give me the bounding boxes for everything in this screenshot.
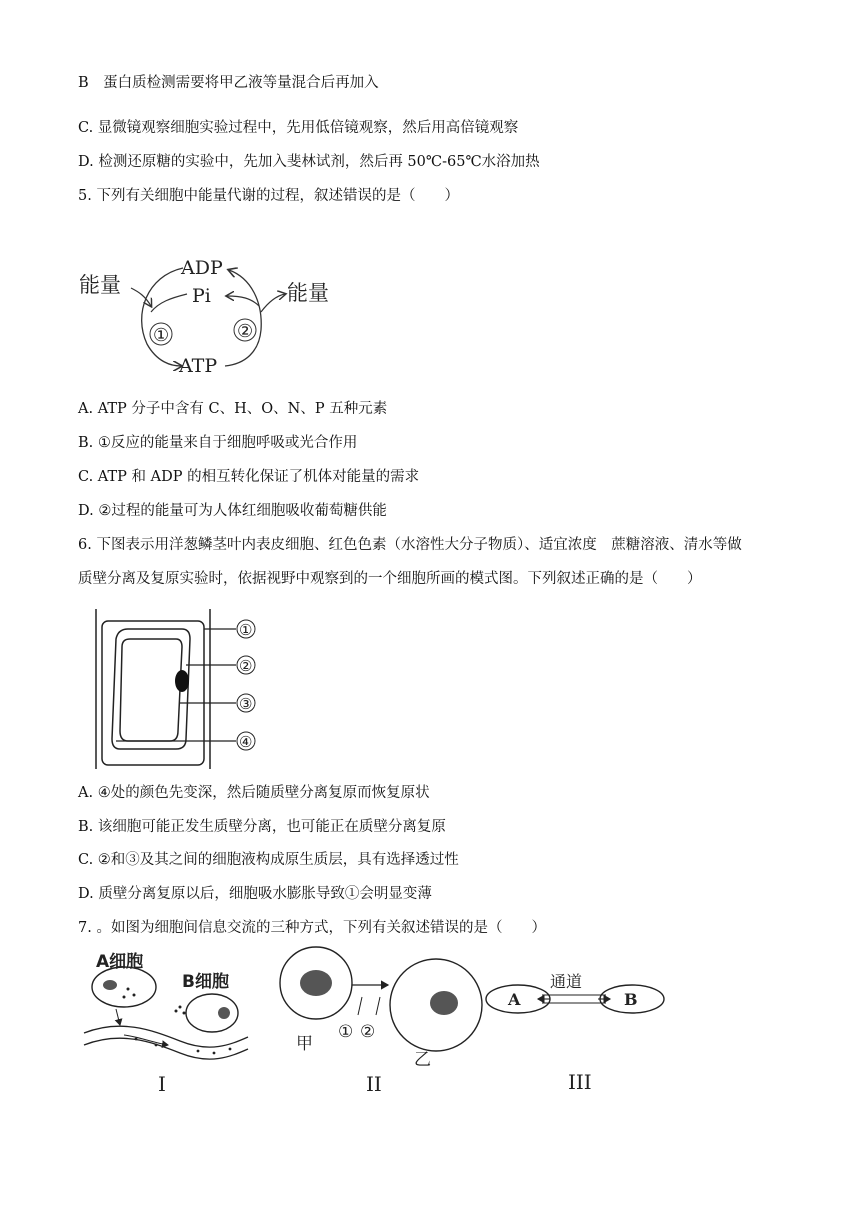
q5-stem: 5. 下列有关细胞中能量代谢的过程，叙述错误的是（ ） (78, 188, 459, 204)
node-a: A (508, 990, 521, 1009)
cell-a (92, 967, 156, 1007)
energy-right-label: 能量 (287, 281, 329, 305)
atp-label: ATP (179, 355, 218, 377)
q5-option-b: B. ①反应的能量来自于细胞呼吸或光合作用 (78, 435, 358, 451)
roman-2: II (366, 1072, 382, 1096)
panel-3 (486, 972, 664, 1094)
q5-option-a: A. ATP 分子中含有 C、H、O、N、P 五种元素 (78, 401, 388, 417)
q5-option-d: D. ②过程的能量可为人体红细胞吸收葡萄糖供能 (78, 503, 387, 519)
roman-1: I (158, 1072, 166, 1096)
adp-label: ADP (181, 257, 223, 279)
q6-option-a: A. ④处的颜色先变深，然后随质壁分离复原而恢复原状 (78, 785, 430, 801)
panel-1 (84, 951, 248, 1096)
plasmolysis-cell-figure (86, 603, 286, 773)
q6-option-d: D. 质壁分离复原以后，细胞吸水膨胀导致①会明显变薄 (78, 886, 432, 902)
cell-communication-figure (80, 945, 680, 1095)
energy-left-label: 能量 (79, 273, 121, 297)
marker-1: ① (338, 1022, 354, 1042)
q4-option-b: B 蛋白质检测需要将甲乙液等量混合后再加入 (78, 75, 379, 91)
q6-option-b: B. 该细胞可能正发生质壁分离，也可能正在质壁分离复原 (78, 819, 446, 835)
atp-adp-cycle-figure (75, 252, 355, 382)
q6-stem-line2: 质壁分离及复原实验时，依据视野中观察到的一个细胞所画的模式图。下列叙述正确的是（ ） (78, 571, 702, 587)
label-3: ③ (239, 695, 253, 713)
q4-option-d: D. 检测还原糖的实验中，先加入斐林试剂，然后再 50℃-65℃水浴加热 (78, 154, 540, 170)
cell-a-label: A细胞 (96, 952, 144, 972)
q6-option-c: C. ②和③及其之间的细胞液构成原生质层，具有选择透过性 (78, 852, 459, 868)
cell-b-label: B细胞 (182, 972, 229, 992)
marker-2: ② (237, 321, 254, 342)
panel-2 (280, 947, 482, 1096)
reaction-1-arc (131, 268, 187, 366)
q6-stem-line1: 6. 下图表示用洋葱鳞茎叶内表皮细胞、红色色素（水溶性大分子物质）、适宜浓度 蔗糖溶液、清水等做 (78, 537, 742, 553)
reaction-2-arc (225, 270, 285, 366)
pi-label: Pi (192, 285, 211, 307)
jia-label: 甲 (296, 1034, 313, 1054)
node-b: B (624, 990, 638, 1009)
q7-stem: 7. 。如图为细胞间信息交流的三种方式，下列有关叙述错误的是（ ） (78, 920, 546, 936)
yi-label: 乙 (414, 1050, 431, 1070)
marker-1: ① (153, 325, 170, 346)
label-2: ② (239, 657, 253, 675)
cell-b (186, 994, 238, 1032)
roman-3: III (568, 1070, 592, 1094)
channel-label: 通道 (550, 972, 583, 991)
label-4: ④ (239, 733, 253, 751)
q5-option-c: C. ATP 和 ADP 的相互转化保证了机体对能量的需求 (78, 469, 420, 485)
nucleus (175, 670, 189, 692)
blood-vessel (84, 1026, 248, 1047)
label-1: ① (239, 621, 253, 639)
marker-2: ② (360, 1022, 376, 1042)
q4-option-c: C. 显微镜观察细胞实验过程中，先用低倍镜观察，然后用高倍镜观察 (78, 120, 519, 136)
